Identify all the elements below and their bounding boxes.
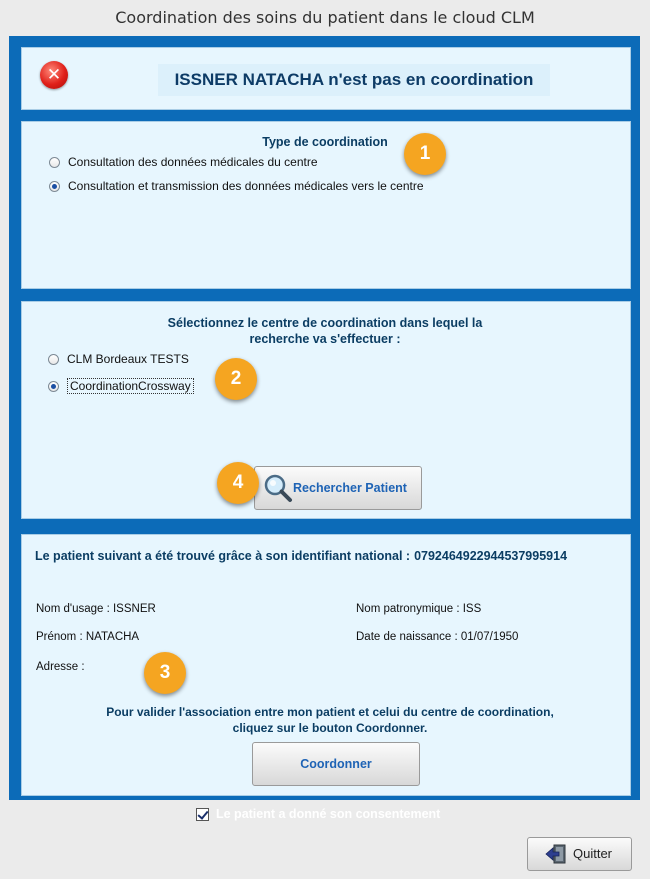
center-selection-title-line1: Sélectionnez le centre de coordination dans lequel la [167, 316, 483, 330]
magnifier-icon [262, 472, 294, 504]
nom-usage: Nom d'usage : ISSNER [36, 603, 156, 615]
step-badge-2: 2 [215, 358, 257, 400]
step-badge-4: 4 [217, 462, 259, 504]
coordinate-button[interactable]: Coordonner [252, 742, 420, 786]
radio-checked-icon[interactable] [48, 381, 59, 392]
window-title: Coordination des soins du patient dans le cloud CLM [0, 0, 650, 36]
quit-button[interactable]: Quitter [527, 837, 632, 871]
consent-checkbox-row[interactable] [196, 807, 440, 821]
radio-checked-icon[interactable] [49, 181, 60, 192]
exit-icon [545, 843, 567, 865]
radio-coordination-crossway[interactable] [48, 377, 194, 395]
patient-found-text [35, 549, 567, 563]
radio-unchecked-icon[interactable] [49, 157, 60, 168]
prenom: Prénom : NATACHA [36, 631, 140, 643]
instruction-line2: cliquez sur le bouton Coordonner. [232, 721, 428, 735]
center-selection-title [125, 315, 525, 347]
instruction-line1: Pour valider l'association entre mon patient et celui du centre de coordination, [106, 705, 554, 719]
radio-consultation[interactable] [49, 153, 318, 171]
nom-patronymique: Nom patronymique : ISS [356, 603, 482, 615]
step-badge-1: 1 [404, 133, 446, 175]
radio-label: CoordinationCrossway [67, 378, 194, 394]
radio-clm-bordeaux[interactable] [48, 350, 189, 368]
search-patient-button[interactable]: Rechercher Patient [254, 466, 422, 510]
coordination-status-message: ISSNER NATACHA n'est pas en coordination [158, 64, 550, 96]
consent-label: Le patient a donné son consentement [216, 807, 441, 821]
step-badge-3: 3 [144, 652, 186, 694]
coordination-instruction [80, 704, 580, 736]
radio-label: Consultation des données médicales du centre [68, 155, 318, 169]
radio-label: CLM Bordeaux TESTS [67, 352, 189, 366]
radio-unchecked-icon[interactable] [48, 354, 59, 365]
date-naissance: Date de naissance : 01/07/1950 [356, 631, 519, 643]
coordination-type-title: Type de coordination [262, 135, 388, 149]
patient-found-label: Le patient suivant a été trouvé grâce à son identifiant national : [35, 549, 411, 563]
adresse: Adresse : [36, 661, 85, 673]
national-id: 0792464922944537995914 [414, 549, 568, 563]
radio-label: Consultation et transmission des données médicales vers le centre [68, 179, 424, 193]
radio-consultation-transmission[interactable] [49, 177, 424, 195]
error-icon: ✕ [40, 61, 68, 89]
center-selection-title-line2: recherche va s'effectuer : [249, 332, 401, 346]
checkbox-checked-icon[interactable] [196, 808, 209, 821]
